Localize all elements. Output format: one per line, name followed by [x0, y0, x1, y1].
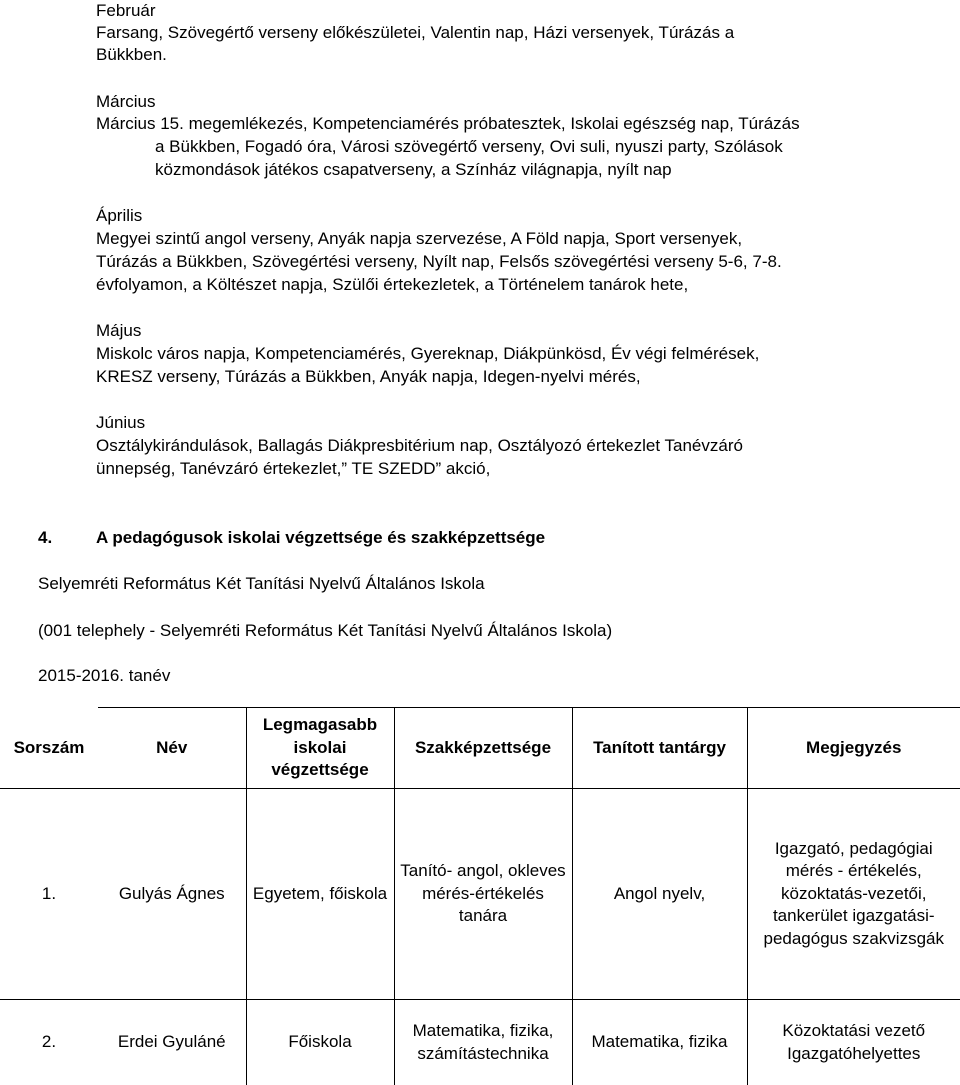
table-row	[0, 1000, 960, 1085]
staff-table	[0, 707, 960, 1085]
cell-vegzettseg: Főiskola	[246, 1000, 394, 1085]
cell-tantargy: Matematika, fizika	[572, 1000, 747, 1085]
month-may-line: KRESZ verseny, Túrázás a Bükkben, Anyák napja, Idegen-nyelvi mérés,	[96, 366, 641, 389]
month-april-line: évfolyamon, a Költészet napja, Szülői értekezletek, a Történelem tanárok hete,	[96, 274, 688, 297]
header-vegzettseg: Legmagasabb iskolai végzettsége	[246, 708, 394, 789]
header-megjegyzes: Megjegyzés	[747, 708, 960, 789]
header-sorszam: Sorszám	[0, 708, 98, 789]
cell-megjegyzes: Igazgató, pedagógiai mérés - értékelés, közoktatás-vezetői, tankerület igazgatási-pedagógus szakvizsgák	[747, 789, 960, 1000]
header-nev: Név	[98, 708, 246, 789]
cell-megjegyzes: Közoktatási vezető Igazgatóhelyettes	[747, 1000, 960, 1085]
table-row	[0, 789, 960, 1000]
cell-nev: Gulyás Ágnes	[98, 789, 246, 1000]
month-march-title: Március	[96, 91, 156, 114]
cell-sorszam: 1.	[0, 789, 98, 1000]
cell-szakkepzettseg: Tanító- angol, okleves mérés-értékelés tanára	[394, 789, 572, 1000]
month-march-line: a Bükkben, Fogadó óra, Városi szövegértő verseny, Ovi suli, nyuszi party, Szólások	[155, 136, 783, 159]
month-march-line: Március 15. megemlékezés, Kompetenciamérés próbatesztek, Iskolai egészség nap, Túrázás	[96, 113, 800, 136]
cell-tantargy: Angol nyelv,	[572, 789, 747, 1000]
month-february-line: Bükkben.	[96, 44, 167, 67]
month-april-line: Megyei szintű angol verseny, Anyák napja szervezése, A Föld napja, Sport versenyek,	[96, 228, 742, 251]
month-june-line: ünnepség, Tanévzáró értekezlet,” TE SZEDD” akció,	[96, 458, 490, 481]
month-april-title: Április	[96, 205, 142, 228]
cell-nev: Erdei Gyuláné	[98, 1000, 246, 1085]
header-szakkepzettseg: Szakképzettsége	[394, 708, 572, 789]
cell-sorszam: 2.	[0, 1000, 98, 1085]
cell-szakkepzettseg: Matematika, fizika, számítástechnika	[394, 1000, 572, 1085]
month-june-title: Június	[96, 412, 145, 435]
month-february-line: Farsang, Szövegértő verseny előkészületei, Valentin nap, Házi versenyek, Túrázás a	[96, 22, 734, 45]
site-name: (001 telephely - Selyemréti Református Két Tanítási Nyelvű Általános Iskola)	[38, 620, 612, 643]
section-number: 4.	[38, 527, 52, 550]
month-june-line: Osztálykirándulások, Ballagás Diákpresbitérium nap, Osztályozó értekezlet Tanévzáró	[96, 435, 743, 458]
cell-vegzettseg: Egyetem, főiskola	[246, 789, 394, 1000]
school-name: Selyemréti Református Két Tanítási Nyelvű Általános Iskola	[38, 573, 485, 596]
header-tantargy: Tanított tantárgy	[572, 708, 747, 789]
month-may-line: Miskolc város napja, Kompetenciamérés, Gyereknap, Diákpünkösd, Év végi felmérések,	[96, 343, 759, 366]
month-february-title: Február	[96, 0, 156, 23]
school-year: 2015-2016. tanév	[38, 665, 170, 688]
month-april-line: Túrázás a Bükkben, Szövegértési verseny, Nyílt nap, Felsős szövegértési verseny 5-6, 7-8.	[96, 251, 782, 274]
month-march-line: közmondások játékos csapatverseny, a Színház világnapja, nyílt nap	[155, 159, 672, 182]
month-may-title: Május	[96, 320, 141, 343]
section-title: A pedagógusok iskolai végzettsége és szakképzettsége	[96, 527, 545, 550]
